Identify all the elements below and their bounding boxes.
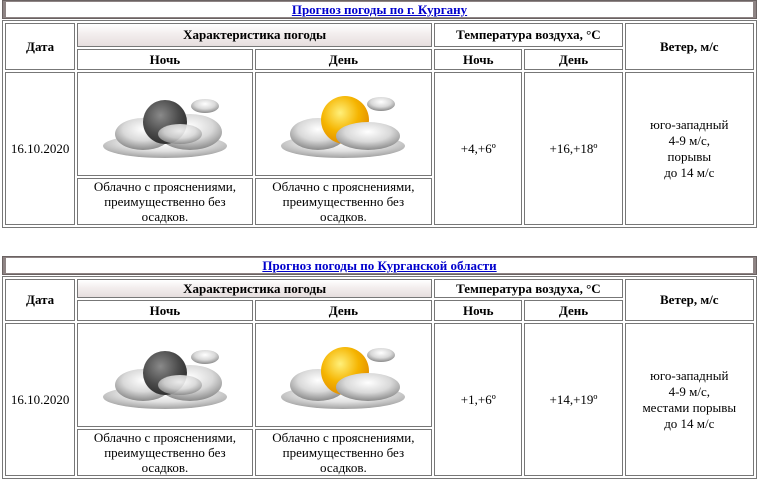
night-description xyxy=(77,178,252,225)
day-desc-line: осадков. xyxy=(320,209,367,224)
header-day: День xyxy=(255,49,432,70)
header-characteristic: Характеристика погоды xyxy=(77,23,432,47)
day-description xyxy=(255,178,432,225)
header-temp-night: Ночь xyxy=(434,49,522,70)
header-wind: Ветер, м/с xyxy=(625,279,754,321)
title-bar xyxy=(2,256,757,275)
temp-day-value: +14,+19º xyxy=(524,323,622,476)
forecast-title-link[interactable]: Прогноз погоды по Курганской области xyxy=(6,258,753,273)
forecast-table xyxy=(2,20,757,228)
wind-gusts-speed: до 14 м/с xyxy=(664,164,715,180)
date-cell: 16.10.2020 xyxy=(5,323,75,476)
header-date: Дата xyxy=(5,23,75,70)
header-temp-night: Ночь xyxy=(434,300,522,321)
day-weather-image xyxy=(255,323,432,427)
wind-gusts: порывы xyxy=(667,148,712,164)
night-desc-line: осадков. xyxy=(141,460,189,475)
day-desc-line: Облачно с прояснениями, xyxy=(272,179,415,194)
cloudy-sun-icon xyxy=(273,84,413,164)
cloudy-moon-icon xyxy=(95,335,235,415)
day-desc-line: Облачно с прояснениями, xyxy=(272,430,415,445)
night-desc-line: Облачно с прояснениями, xyxy=(93,179,237,194)
day-weather-image xyxy=(255,72,432,176)
wind-direction: юго-западный xyxy=(650,116,729,132)
cloudy-sun-icon xyxy=(273,335,413,415)
night-weather-image xyxy=(77,72,252,176)
header-day: День xyxy=(255,300,432,321)
header-wind: Ветер, м/с xyxy=(625,23,754,70)
header-temperature: Температура воздуха, °С xyxy=(434,279,622,298)
wind-speed: 4-9 м/с, xyxy=(668,383,711,399)
header-temp-day: День xyxy=(524,49,622,70)
title-bar xyxy=(2,0,757,19)
forecast-title-link[interactable]: Прогноз погоды по г. Кургану xyxy=(6,2,753,17)
wind-cell xyxy=(625,72,754,225)
day-desc-line: преимущественно без xyxy=(282,194,405,209)
night-weather-image xyxy=(77,323,252,427)
night-desc-line: преимущественно без xyxy=(104,445,226,460)
header-date: Дата xyxy=(5,279,75,321)
header-temperature: Температура воздуха, °С xyxy=(434,23,622,47)
temp-night-value: +4,+6º xyxy=(434,72,522,225)
wind-speed: 4-9 м/с, xyxy=(668,132,711,148)
wind-gusts: местами порывы xyxy=(642,399,737,415)
wind-cell xyxy=(625,323,754,476)
header-temp-day: День xyxy=(524,300,622,321)
night-description xyxy=(77,429,252,476)
cloudy-moon-icon xyxy=(95,84,235,164)
header-night: Ночь xyxy=(77,300,252,321)
date-cell: 16.10.2020 xyxy=(5,72,75,225)
temp-day-value: +16,+18º xyxy=(524,72,622,225)
forecast-table xyxy=(2,276,757,479)
day-description xyxy=(255,429,432,476)
forecast-block-region xyxy=(2,256,757,479)
night-desc-line: осадков. xyxy=(141,209,189,224)
day-desc-line: преимущественно без xyxy=(282,445,405,460)
header-night: Ночь xyxy=(77,49,252,70)
forecast-block-kurgan xyxy=(2,0,757,228)
day-desc-line: осадков. xyxy=(320,460,367,475)
header-characteristic: Характеристика погоды xyxy=(77,279,432,298)
night-desc-line: Облачно с прояснениями, xyxy=(93,430,237,445)
temp-night-value: +1,+6º xyxy=(434,323,522,476)
night-desc-line: преимущественно без xyxy=(104,194,226,209)
wind-direction: юго-западный xyxy=(650,367,729,383)
wind-gusts-speed: до 14 м/с xyxy=(664,415,715,431)
